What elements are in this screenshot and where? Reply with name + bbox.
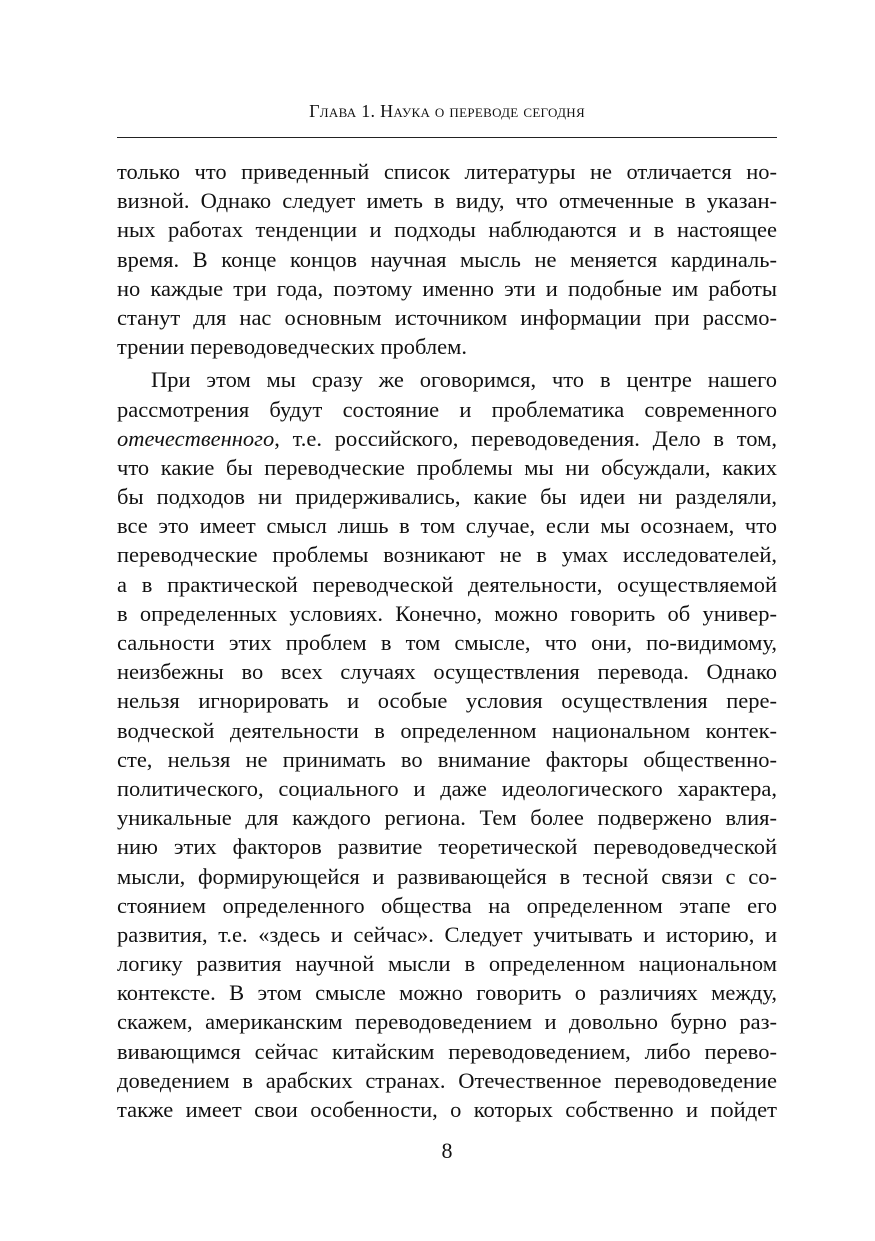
emphasized-word: отечественного	[117, 425, 275, 451]
text-line: скажем, американским переводоведением и довольно бурно раз-	[117, 1009, 777, 1035]
text-line: а в практической переводческой деятельности, осуществляемой	[117, 571, 777, 597]
text-line: логику развития научной мысли в определенном национальном	[117, 951, 777, 977]
body-text	[117, 157, 777, 1124]
text-line: сальности этих проблем в том смысле, что они, по-видимому,	[117, 630, 777, 655]
text-line: развития, т.е. «здесь и сейчас». Следует учитывать и историю, и	[117, 921, 777, 947]
text-line: визной. Однако следует иметь в виду, что отмеченные в указан-	[117, 188, 777, 214]
text-line: нельзя игнорировать и особые условия осуществления пере-	[117, 688, 777, 714]
text-line: доведением в арабских странах. Отечественное переводоведение	[117, 1067, 777, 1093]
text-line: ных работах тенденции и подходы наблюдаются и в настоящее	[117, 217, 777, 243]
text-line: но каждые три года, поэтому именно эти и подобные им работы	[117, 275, 777, 301]
header-rule	[117, 137, 777, 138]
text-line: контексте. В этом смысле можно говорить о различиях между,	[117, 980, 777, 1006]
text-line: При этом мы сразу же оговоримся, что в центре нашего	[151, 367, 777, 393]
page-number: 8	[441, 1138, 453, 1163]
text-line: мысли, формирующейся и развивающейся в тесной связи с со-	[117, 863, 777, 889]
text-line-with-emphasis	[117, 424, 777, 453]
text-line: станут для нас основным источником информации при рассмо-	[117, 304, 777, 330]
text-line: нию этих факторов развитие теоретической переводоведческой	[117, 834, 777, 860]
text-line: неизбежны во всех случаях осуществления перевода. Однако	[117, 659, 777, 685]
text-line: политического, социального и даже идеологического характера,	[117, 775, 777, 801]
text-line: также имеет свои особенности, о которых собственно и пойдет	[117, 1097, 777, 1122]
text-line: вивающимся сейчас китайским переводоведением, либо перево-	[117, 1038, 777, 1064]
text-line: переводческие проблемы возникают не в умах исследователей,	[117, 542, 777, 568]
text-line: время. В конце концов научная мысль не меняется кардиналь-	[117, 246, 777, 272]
text-line: бы подходов ни придерживались, какие бы идеи ни разделяли,	[117, 484, 777, 510]
text-line: рассмотрения будут состояние и проблематика современного	[117, 396, 777, 422]
text-line: сте, нельзя не принимать во внимание факторы общественно-	[117, 746, 777, 772]
text-line: все это имеет смысл лишь в том случае, если мы осознаем, что	[117, 513, 777, 539]
text-line: трении переводоведческих проблем.	[117, 334, 467, 360]
paragraph-2	[117, 365, 777, 1124]
paragraph-1	[117, 157, 777, 361]
text-fragment: , т.е. российского, переводоведения. Дело в том,	[274, 425, 777, 451]
text-line: стоянием определенного общества на определенном этапе его	[117, 892, 777, 918]
text-line: уникальные для каждого региона. Тем более подвержено влия-	[117, 805, 777, 831]
text-line: водческой деятельности в определенном национальном контек-	[117, 717, 777, 743]
text-line: только что приведенный список литературы не отличается но-	[117, 159, 777, 184]
text-line: в определенных условиях. Конечно, можно говорить об универ-	[117, 600, 777, 626]
text-line: что какие бы переводческие проблемы мы ни обсуждали, каких	[117, 454, 777, 480]
running-head: Глава 1. Наука о переводе сегодня	[309, 101, 585, 121]
